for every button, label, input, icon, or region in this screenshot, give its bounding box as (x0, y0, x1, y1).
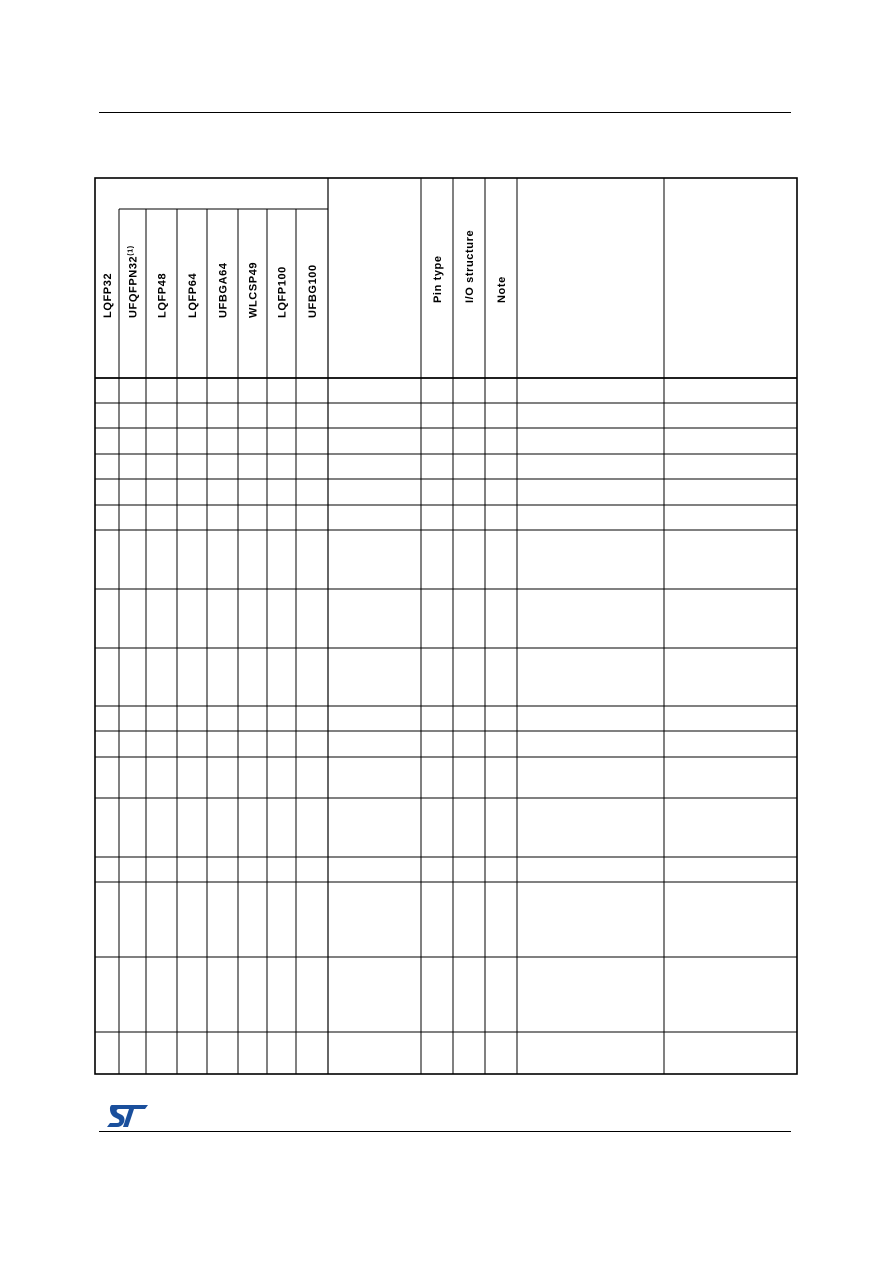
column-header-pin-type: Pin type (432, 255, 444, 303)
column-header-lqfp64: LQFP64 (187, 272, 199, 318)
table-border (95, 178, 797, 1074)
column-header-ufbg100: UFBG100 (307, 264, 319, 318)
column-header-ufqfpn32: UFQFPN32$^{(1)}$ (127, 245, 140, 318)
column-header-wlcsp49: WLCSP49 (247, 261, 260, 318)
column-header-io-structure: I/O structure (464, 229, 476, 303)
column-header-lqfp100: LQFP100 (276, 266, 289, 318)
column-header-lqfp32: LQFP32 (102, 272, 114, 318)
column-header-lqfp48: LQFP48 (156, 272, 169, 318)
column-header-note: Note (496, 276, 508, 303)
column-header-ufbga64: UFBGA64 (217, 262, 230, 318)
st-logo (106, 1103, 150, 1129)
